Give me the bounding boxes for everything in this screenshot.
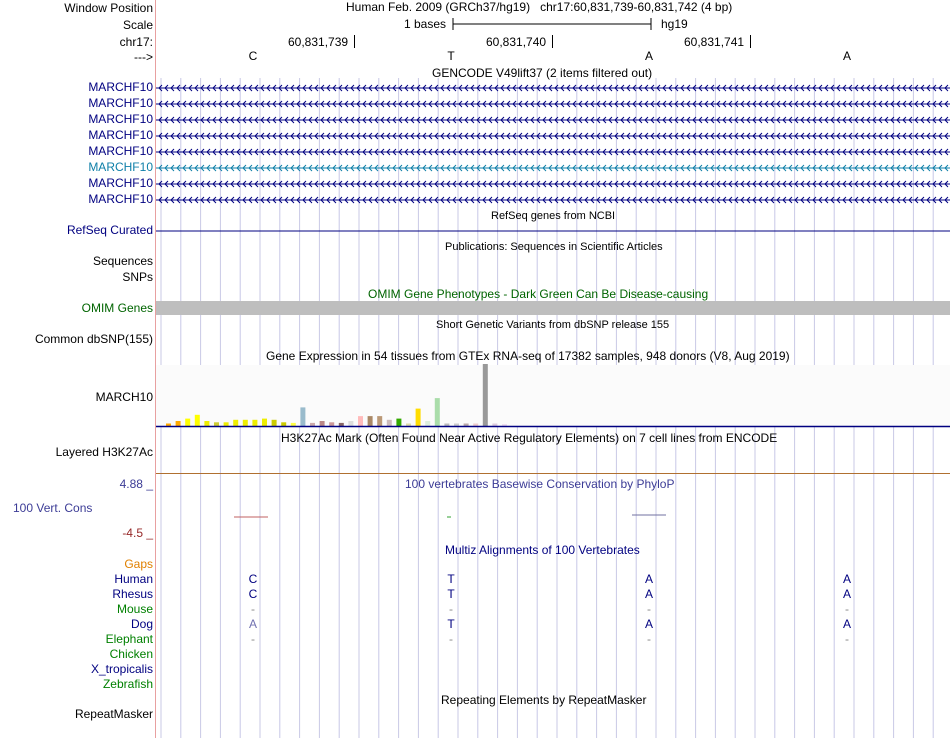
scale-label: Scale	[122, 18, 153, 32]
alignment-base: -	[845, 632, 849, 646]
sequences-label[interactable]: Sequences	[92, 254, 153, 268]
gencode-item-label[interactable]: MARCHF10	[88, 176, 153, 190]
alignment-base: C	[248, 587, 258, 601]
h3k27ac-title[interactable]: H3K27Ac Mark (Often Found Near Active Regulatory Elements) on 7 cell lines from ENCODE	[281, 431, 778, 445]
alignment-base: A	[644, 587, 653, 601]
alignment-base: -	[845, 602, 849, 616]
gencode-item-label[interactable]: MARCHF10	[88, 80, 153, 94]
gtex-plot-bg	[156, 365, 950, 426]
alignment-base: A	[842, 617, 851, 631]
species-label-rhesus[interactable]: Rhesus	[112, 587, 153, 601]
gtex-bar	[387, 420, 392, 426]
alignment-base: T	[447, 572, 455, 586]
gtex-bar	[329, 422, 334, 426]
gtex-bar	[435, 398, 440, 426]
track-image[interactable]	[156, 0, 950, 738]
species-label-elephant[interactable]: Elephant	[105, 632, 153, 646]
alignment-base: -	[647, 632, 651, 646]
track-graphics	[156, 0, 950, 738]
gtex-bar	[204, 421, 209, 426]
scale-text: 1 bases	[404, 17, 447, 31]
species-label-mouse[interactable]: Mouse	[116, 602, 153, 616]
ref-base: A	[842, 49, 851, 63]
species-label-x-tropicalis[interactable]: X_tropicalis	[90, 662, 153, 676]
gtex-bar	[243, 420, 248, 426]
dbsnp-label[interactable]: Common dbSNP(155)	[34, 332, 153, 346]
gtex-title[interactable]: Gene Expression in 54 tissues from GTEx RNA-seq of 17382 samples, 948 donors (V8, Aug 2019)	[266, 349, 790, 363]
publications-title[interactable]: Publications: Sequences in Scientific Articles	[445, 241, 663, 253]
multiz-title[interactable]: Multiz Alignments of 100 Vertebrates	[445, 543, 640, 557]
gtex-bar	[502, 424, 507, 426]
gencode-item-label[interactable]: MARCHF10	[88, 128, 153, 142]
track-labels	[0, 0, 155, 738]
gtex-bar	[483, 364, 488, 426]
gencode-transcripts	[156, 85, 950, 203]
coord-tick: 60,831,740	[486, 35, 547, 49]
alignment-base: A	[644, 572, 653, 586]
gtex-bar	[416, 409, 421, 426]
gencode-item-label[interactable]: MARCHF10	[88, 192, 153, 206]
gtex-bar	[272, 420, 277, 426]
gencode-item-label[interactable]: MARCHF10	[88, 96, 153, 110]
gtex-bar	[291, 423, 296, 426]
phylop-label[interactable]: 100 Vert. Cons	[13, 501, 93, 515]
dbsnp-title[interactable]: Short Genetic Variants from dbSNP release 155	[436, 319, 670, 331]
alignment-base: -	[251, 632, 255, 646]
alignment-base: A	[644, 617, 653, 631]
repeatmasker-label[interactable]: RepeatMasker	[74, 707, 153, 721]
alignment-base: T	[447, 587, 455, 601]
alignment-base: -	[251, 602, 255, 616]
gtex-bar	[281, 422, 286, 426]
alignment-base: -	[647, 602, 651, 616]
gencode-item-label[interactable]: MARCHF10	[88, 160, 153, 174]
omim-title[interactable]: OMIM Gene Phenotypes - Dark Green Can Be Disease-causing	[368, 287, 709, 301]
ref-base: T	[447, 49, 455, 63]
snps-label[interactable]: SNPs	[122, 270, 153, 284]
gtex-bar	[195, 415, 200, 426]
omim-label[interactable]: OMIM Genes	[81, 301, 153, 315]
coord-tick: 60,831,741	[684, 35, 745, 49]
gtex-bar	[310, 423, 315, 426]
gtex-bar	[396, 419, 401, 426]
gtex-bar	[368, 416, 373, 426]
gtex-bar	[233, 420, 238, 426]
gtex-bar	[464, 424, 469, 427]
assembly-title: Human Feb. 2009 (GRCh37/hg19) chr17:60,831,739-60,831,742 (4 bp)	[346, 0, 733, 14]
scale-bar	[452, 17, 654, 31]
alignment-base: A	[248, 617, 257, 631]
gtex-bar	[300, 407, 305, 426]
coord-tick-mark	[354, 35, 355, 48]
position-readout[interactable]: chr17:60,831,739-60,831,742 (4 bp)	[540, 0, 733, 14]
chrom-label: chr17:	[119, 35, 153, 49]
species-label-human[interactable]: Human	[114, 572, 153, 586]
gtex-bar	[166, 424, 171, 427]
gtex-bar	[262, 419, 267, 426]
ref-base: A	[644, 49, 653, 63]
gencode-item-label[interactable]: MARCHF10	[88, 144, 153, 158]
coord-tick-mark	[750, 35, 751, 48]
coord-tick: 60,831,739	[288, 35, 349, 49]
phylop-title[interactable]: 100 vertebrates Basewise Conservation by PhyloP	[405, 477, 675, 491]
alignment-base: -	[449, 602, 453, 616]
gtex-bar	[252, 420, 257, 426]
refseq-title[interactable]: RefSeq genes from NCBI	[491, 210, 616, 222]
gencode-title[interactable]: GENCODE V49lift37 (2 items filtered out)	[432, 66, 653, 80]
species-label-chicken[interactable]: Chicken	[109, 647, 153, 661]
omim-gene-bar	[156, 301, 950, 315]
species-label-zebrafish[interactable]: Zebrafish	[102, 677, 153, 691]
refseq-label[interactable]: RefSeq Curated	[66, 223, 153, 237]
alignment-base: A	[842, 587, 851, 601]
gtex-bar	[185, 419, 190, 426]
phylop-min-label: -4.5 _	[122, 526, 153, 540]
gtex-bar	[377, 416, 382, 426]
gtex-bar	[444, 424, 449, 427]
gtex-bar	[358, 416, 363, 426]
gtex-bar	[425, 421, 430, 426]
gtex-bar	[492, 424, 497, 427]
alignment-base: A	[842, 572, 851, 586]
repeatmasker-title[interactable]: Repeating Elements by RepeatMasker	[441, 693, 647, 707]
strand-label: --->	[134, 50, 153, 64]
alignment-base: T	[447, 617, 455, 631]
scale-db: hg19	[661, 17, 688, 31]
gtex-bar	[176, 421, 181, 426]
gtex-bar	[348, 421, 353, 426]
phylop-max-label: 4.88 _	[119, 477, 153, 491]
h3k27ac-label[interactable]: Layered H3K27Ac	[55, 445, 153, 459]
gtex-bar	[473, 424, 478, 427]
gaps-label[interactable]: Gaps	[124, 557, 153, 571]
gtex-bar	[224, 422, 229, 426]
gtex-bar	[339, 423, 344, 426]
ref-base: C	[248, 49, 258, 63]
gencode-item-label[interactable]: MARCHF10	[88, 112, 153, 126]
window-position-label: Window Position	[64, 1, 153, 15]
species-label-dog[interactable]: Dog	[130, 617, 153, 631]
gtex-bar	[214, 422, 219, 426]
gtex-label[interactable]: MARCH10	[95, 390, 153, 404]
gtex-bar	[320, 421, 325, 426]
gtex-bar	[406, 424, 411, 427]
coord-tick-mark	[552, 35, 553, 48]
gtex-bar	[454, 424, 459, 427]
alignment-base: C	[248, 572, 258, 586]
alignment-base: -	[449, 632, 453, 646]
gtex-bar-group	[156, 364, 950, 426]
